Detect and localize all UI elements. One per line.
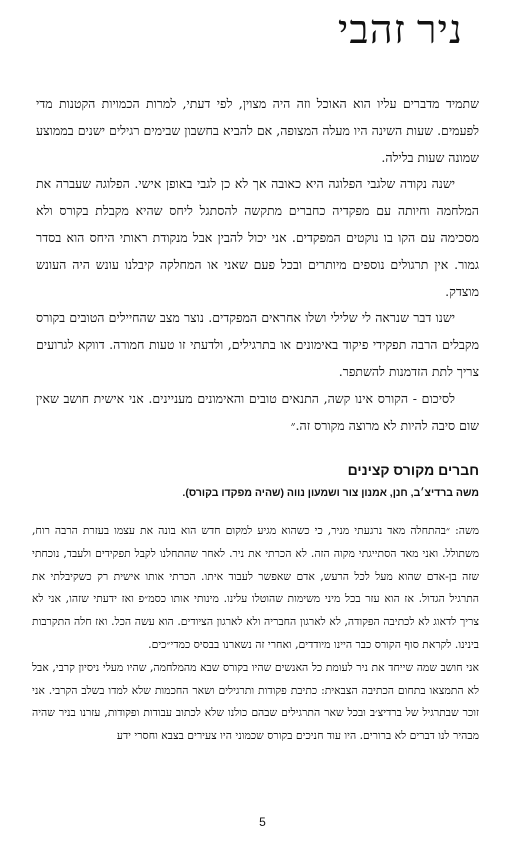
paragraph: שתמיד מדברים עליו הוא האוכל וזה היה מצוין, לפי דעתי, למרות הכמויות הקטנות מדי לפעמים. שעות השינה היו מעלה המצופה, אם להביא בחשבון שבימים רגילים ישנים בממוצע שמונה שעות בלילה. (36, 96, 479, 165)
paragraph: ישנה נקודה שלגבי הפלוגה היא כאובה אך לא כן לגבי באופן אישי. הפלוגה שעברה את המלחמה וחיותה עם מפקדיה כחברים מתקשה להסתגל ליחס שהיא מקבלת בקורס ולא מסכימה עם הקו בו נוקטים המפקדים. אני יכול להבין אבל מנקודת ראותי היחס הוא בסדר גמור. אין תרגולים נוספים מיותרים ובכל פעם שאני או המחלקה קיבלנו עונש היה העונש מוצדק. (36, 176, 479, 299)
section-subheading: משה ברדיצ׳ב, חנן, אמנון צור ושמעון נווה (שהיה מפקדו בקורס). (182, 487, 479, 499)
paragraph: משה: ״בהתחלה מאד נרגעתי מניר, כי כשהוא מגיע למקום חדש הוא בונה את עצמו בעזרת הרבה רוח, משתולל. ואני מאד הסתייגתי מקוה הזה. לא הכרתי את ניר. לאחר שהתחלנו לקבל תפקידים ולעבד, נוכחתי שזה בן-אדם שהוא מעל לכל הרעש, אדם שאפשר לעבוד איתו. הכרתי אותו אישית רק כשקיבלתי את התרגיל הגדול. אז הוא עזר בכל מיני משימות שהוטלו עלינו. מינותי אותו כסמ״פ ואז ידעתי שזהו, אני לא צריך לדאוג לא לכתיבה הפקודה, לא לארגון החבריה ולא לארגון הציודים. הוא עשה הכל. ואז חלה התקרבות בינינו. לקראת סוף הקורס כבר היינו מיודדים, ואחרי זה נשארנו בבסיס כמדי״כים. (32, 524, 479, 651)
paragraph: אני חושב שמה שייחד את ניר לעומת כל האנשים שהיו בקורס שבא מהמלחמה, שהיו מעלי ניסיון קרבי, אבל לא התמצאו בתחום הכתיבה הצבאית: כתיבת פקודות ותרגילים ושאר החכמות שלא למדו בשלב הקרבי. אני זוכר שבתרגיל של ברדיצ׳ב ובכל שאר התרגילים שבהם כולנו שלא לכתוב עבודות ופקודות, עזרנו בניר שהיה מבהיר לנו דברים לא ברורים. היו עוד חניכים בקורס שכמוני היו צעירים בצבא וחסרי ידע (32, 660, 479, 743)
section-heading: חברים מקורס קצינים (347, 462, 479, 478)
paragraph: לסיכום - הקורס אינו קשה, התנאים טובים והאימונים מעניינים. אני אישית חושב שאין שום סיבה להיות לא מרוצה מקורס זה.״ (36, 390, 479, 433)
section-body (32, 520, 479, 748)
page-number: 5 (259, 815, 266, 829)
page-title: ניר זהבי (337, 7, 463, 52)
paragraph: ישנו דבר שנראה לי שלילי ושלו אחראים המפקדים. נוצר מצב שהחיילים הטובים בקורס מקבלים הרבה תפקידי פיקוד באימונים או בתרגילים, ולדעתי זו טעות חמורה. דווקא לגרועים צריך לתת הזדמנות להשתפר. (36, 310, 479, 379)
main-text (36, 91, 479, 439)
